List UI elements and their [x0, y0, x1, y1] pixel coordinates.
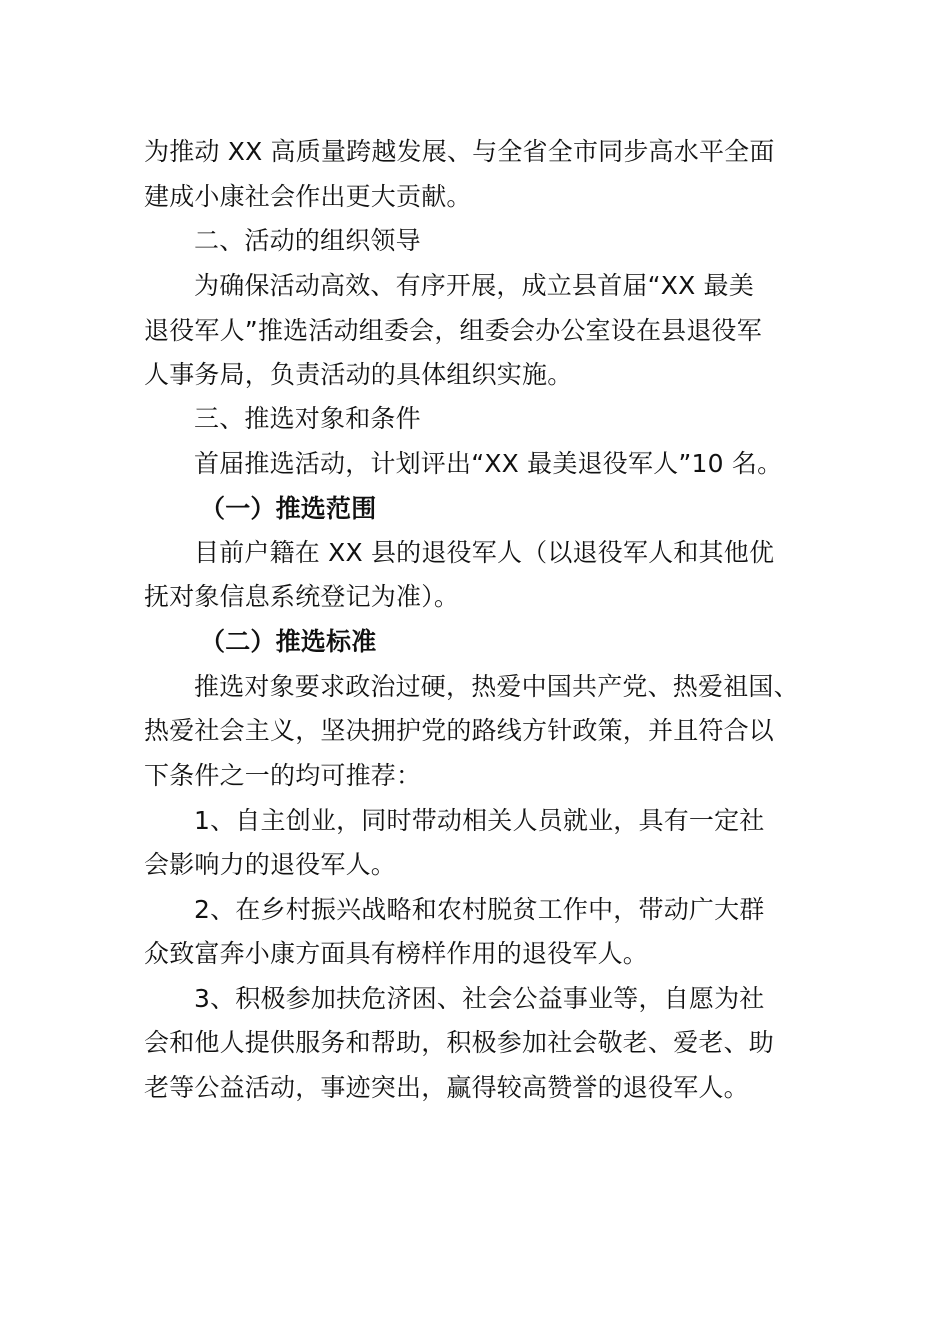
list-item-line: 会影响力的退役军人。 [144, 850, 397, 879]
paragraph-line: 人事务局，负责活动的具体组织实施。 [144, 360, 573, 389]
paragraph-line: 首届推选活动，计划评出“XX 最美退役军人”10 名。 [194, 449, 783, 478]
paragraph-line: 为确保活动高效、有序开展，成立县首届“XX 最美 [194, 271, 754, 300]
paragraph-line: 推选对象要求政治过硬，热爱中国共产党、热爱祖国、 [194, 672, 799, 701]
section-heading: 三、推选对象和条件 [194, 404, 421, 433]
paragraph-line: 为推动 XX 高质量跨越发展、与全省全市同步高水平全面 [144, 137, 775, 166]
paragraph-line: 抚对象信息系统登记为准）。 [144, 582, 460, 611]
list-item-line: 1、自主创业，同时带动相关人员就业，具有一定社 [194, 806, 765, 835]
list-item-line: 众致富奔小康方面具有榜样作用的退役军人。 [144, 939, 649, 968]
list-item-line: 2、在乡村振兴战略和农村脱贫工作中，带动广大群 [194, 895, 765, 924]
paragraph-line: 下条件之一的均可推荐： [144, 761, 422, 790]
list-item-line: 会和他人提供服务和帮助，积极参加社会敬老、爱老、助 [144, 1028, 775, 1057]
paragraph-line: 建成小康社会作出更大贡献。 [144, 182, 472, 211]
list-item-line: 3、积极参加扶危济困、社会公益事业等，自愿为社 [194, 984, 765, 1013]
paragraph-line: 退役军人”推选活动组委会，组委会办公室设在县退役军 [144, 316, 762, 345]
subsection-heading: （一）推选范围 [200, 494, 377, 523]
paragraph-line: 目前户籍在 XX 县的退役军人（以退役军人和其他优 [194, 538, 775, 567]
section-heading: 二、活动的组织领导 [194, 226, 421, 255]
list-item-line: 老等公益活动，事迹突出，赢得较高赞誉的退役军人。 [144, 1073, 749, 1102]
paragraph-line: 热爱社会主义，坚决拥护党的路线方针政策，并且符合以 [144, 716, 775, 745]
subsection-heading: （二）推选标准 [200, 627, 377, 656]
